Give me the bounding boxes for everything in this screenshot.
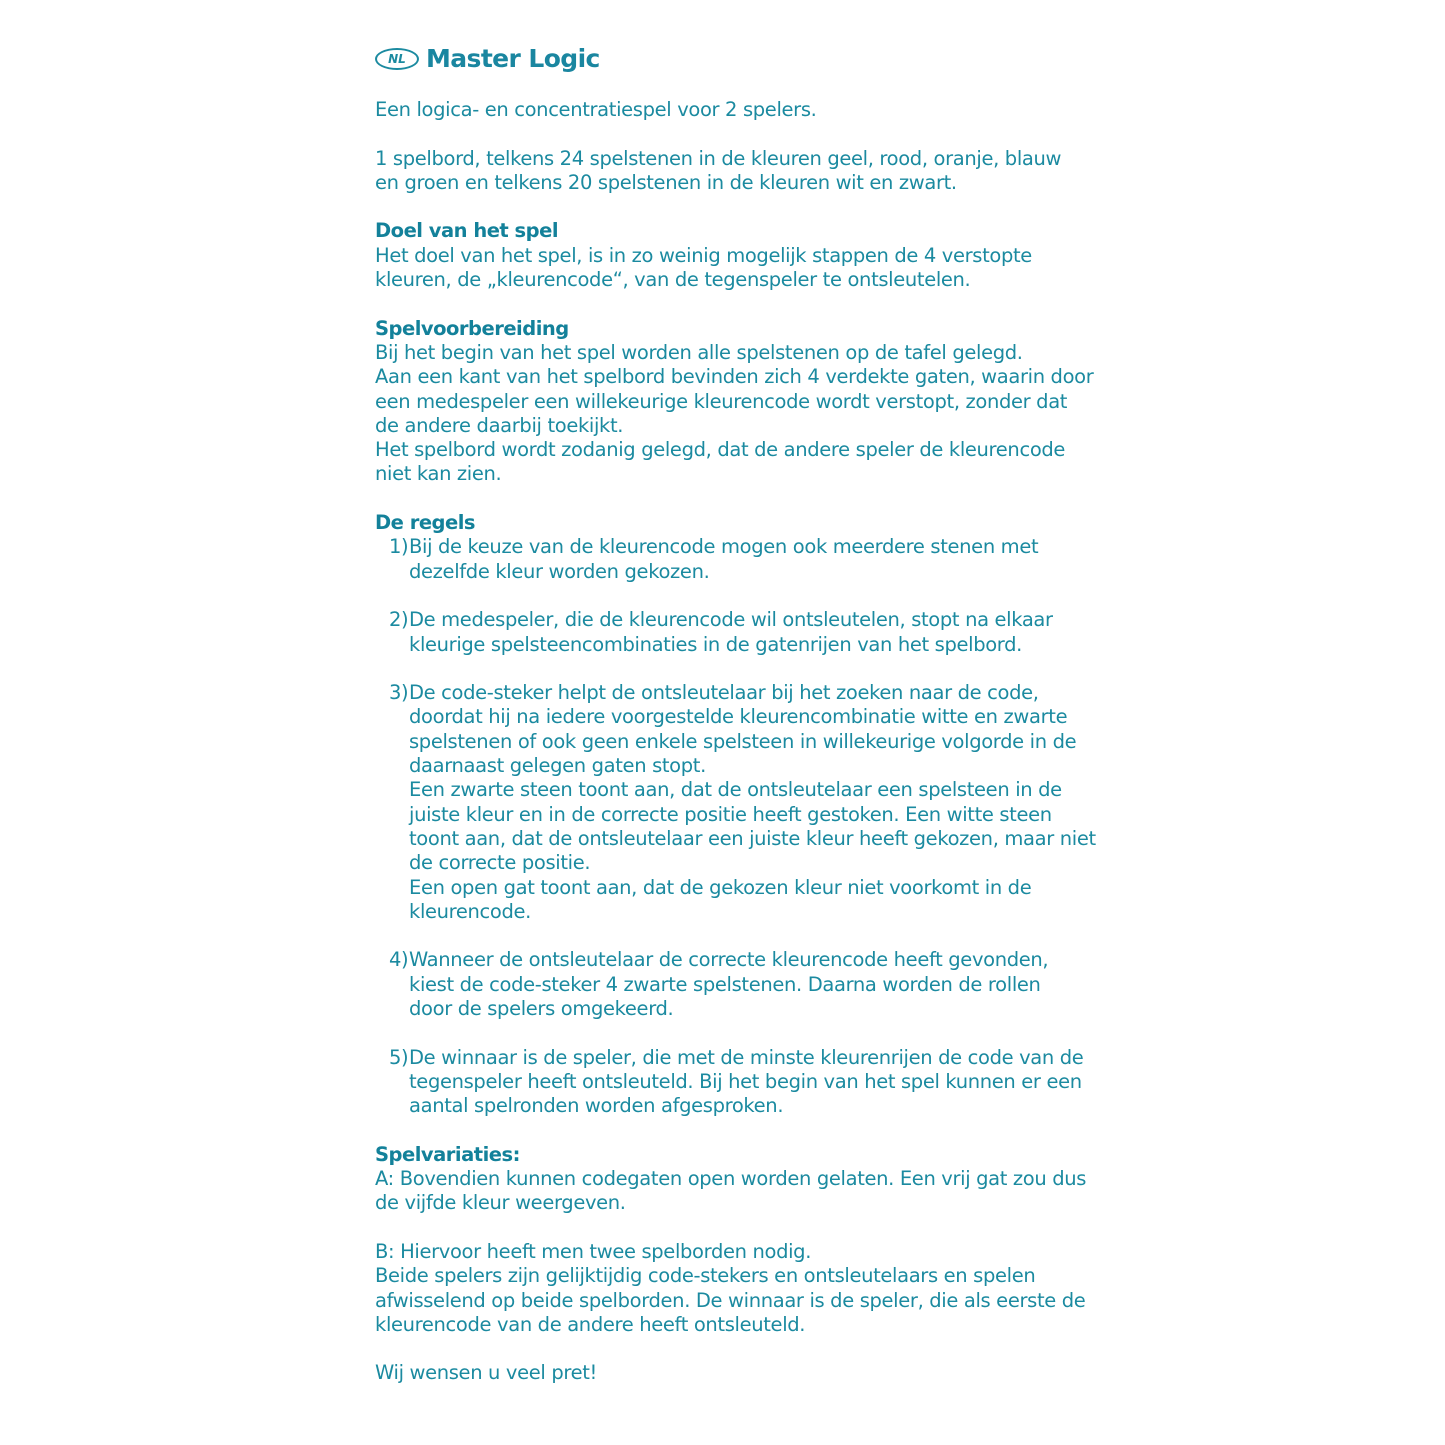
doel-section [375, 219, 1095, 292]
variaties-section-b [375, 1240, 1095, 1337]
variatie-b-line: afwisselend op beide spelborden. De winnaar is de speler, die als eerste de [375, 1288, 1086, 1312]
variatie-b-line: Beide spelers zijn gelijktijdig code-stekers en ontsleutelaars en spelen [375, 1264, 1036, 1288]
variaties-section-a [375, 1143, 1095, 1216]
rule-line: Een zwarte steen toont aan, dat de ontsleutelaar een spelsteen in de [409, 778, 1062, 802]
rule-text [409, 948, 1095, 1021]
doel-line: Het doel van het spel, is in zo weinig mogelijk stappen de 4 verstopte [375, 243, 1032, 267]
contents-line: en groen en telkens 20 spelstenen in de kleuren wit en zwart. [375, 170, 957, 194]
regels-heading: De regels [375, 511, 476, 535]
rule-line: De medespeler, die de kleurencode wil ontsleutelen, stopt na elkaar [409, 608, 1053, 632]
rule-number: 4) [389, 948, 409, 972]
intro-paragraph [375, 98, 1095, 122]
variatie-a-line: de vijfde kleur weergeven. [375, 1191, 626, 1215]
rule-line: doordat hij na iedere voorgestelde kleurencombinatie witte en zwarte [409, 705, 1068, 729]
variatie-a-line: A: Bovendien kunnen codegaten open worden gelaten. Een vrij gat zou dus [375, 1167, 1087, 1191]
rule-line: De winnaar is de speler, die met de minste kleurenrijen de code van de [409, 1045, 1084, 1069]
rule-line: Wanneer de ontsleutelaar de correcte kleurencode heeft gevonden, [409, 948, 1049, 972]
rule-number: 5) [389, 1045, 409, 1069]
rule-line: kiest de code-steker 4 zwarte spelstenen. Daarna worden de rollen [409, 972, 1041, 996]
variaties-heading: Spelvariaties: [375, 1142, 520, 1166]
variatie-b-line: kleurencode van de andere heeft ontsleuteld. [375, 1312, 806, 1336]
rule-item [389, 1046, 1095, 1119]
closing-line: Wij wensen u veel pret! [375, 1361, 597, 1385]
voorbereiding-section [375, 317, 1095, 487]
rule-text [409, 535, 1095, 584]
rule-text [409, 1046, 1095, 1119]
voorbereiding-line: de andere daarbij toekijkt. [375, 413, 624, 437]
rule-line: dezelfde kleur worden gekozen. [409, 559, 710, 583]
rule-line: Een open gat toont aan, dat de gekozen kleur niet voorkomt in de [409, 875, 1032, 899]
closing-paragraph [375, 1361, 1095, 1385]
rule-number: 3) [389, 681, 409, 705]
rule-item [389, 681, 1095, 924]
rule-item [389, 608, 1095, 657]
voorbereiding-line: Aan een kant van het spelbord bevinden zich 4 verdekte gaten, waarin door [375, 365, 1094, 389]
rule-line: juiste kleur en in de correcte positie heeft gestoken. Een witte steen [409, 802, 1052, 826]
instruction-document [375, 42, 1095, 1410]
rule-line: spelstenen of ook geen enkele spelsteen in willekeurige volgorde in de [409, 729, 1077, 753]
rule-line: kleurige spelsteencombinaties in de gatenrijen van het spelbord. [409, 632, 1022, 656]
rule-line: daarnaast gelegen gaten stopt. [409, 754, 706, 778]
rule-line: aantal spelronden worden afgesproken. [409, 1094, 784, 1118]
rule-number: 2) [389, 608, 409, 632]
rule-number: 1) [389, 535, 409, 559]
rule-item [389, 535, 1095, 584]
doel-heading: Doel van het spel [375, 219, 559, 243]
rule-line: de correcte positie. [409, 851, 591, 875]
regels-section [375, 511, 1095, 1118]
rule-line: De code-steker helpt de ontsleutelaar bij het zoeken naar de code, [409, 681, 1039, 705]
language-badge: NL [375, 48, 419, 70]
intro-line: Een logica- en concentratiespel voor 2 spelers. [375, 98, 817, 121]
rule-line: Bij de keuze van de kleurencode mogen ook meerdere stenen met [409, 535, 1039, 559]
voorbereiding-heading: Spelvoorbereiding [375, 316, 569, 340]
voorbereiding-line: een medespeler een willekeurige kleurencode wordt verstopt, zonder dat [375, 389, 1068, 413]
voorbereiding-line: Het spelbord wordt zodanig gelegd, dat de andere speler de kleurencode [375, 438, 1066, 462]
page-title: Master Logic [426, 43, 600, 73]
rule-text [409, 681, 1096, 924]
title-row [375, 42, 1095, 76]
contents-line: 1 spelbord, telkens 24 spelstenen in de kleuren geel, rood, oranje, blauw [375, 146, 1062, 170]
variatie-b-line: B: Hiervoor heeft men twee spelborden nodig. [375, 1239, 812, 1263]
voorbereiding-line: Bij het begin van het spel worden alle spelstenen op de tafel gelegd. [375, 340, 1023, 364]
rule-text [409, 608, 1095, 657]
rule-line: door de spelers omgekeerd. [409, 996, 674, 1020]
rule-item [389, 948, 1095, 1021]
rule-line: kleurencode. [409, 899, 532, 923]
rule-line: tegenspeler heeft ontsleuteld. Bij het begin van het spel kunnen er een [409, 1069, 1082, 1093]
voorbereiding-line: niet kan zien. [375, 462, 502, 486]
contents-paragraph [375, 147, 1095, 196]
rule-line: toont aan, dat de ontsleutelaar een juiste kleur heeft gekozen, maar niet [409, 826, 1096, 850]
doel-line: kleuren, de „kleurencode“, van de tegenspeler te ontsleutelen. [375, 268, 971, 292]
